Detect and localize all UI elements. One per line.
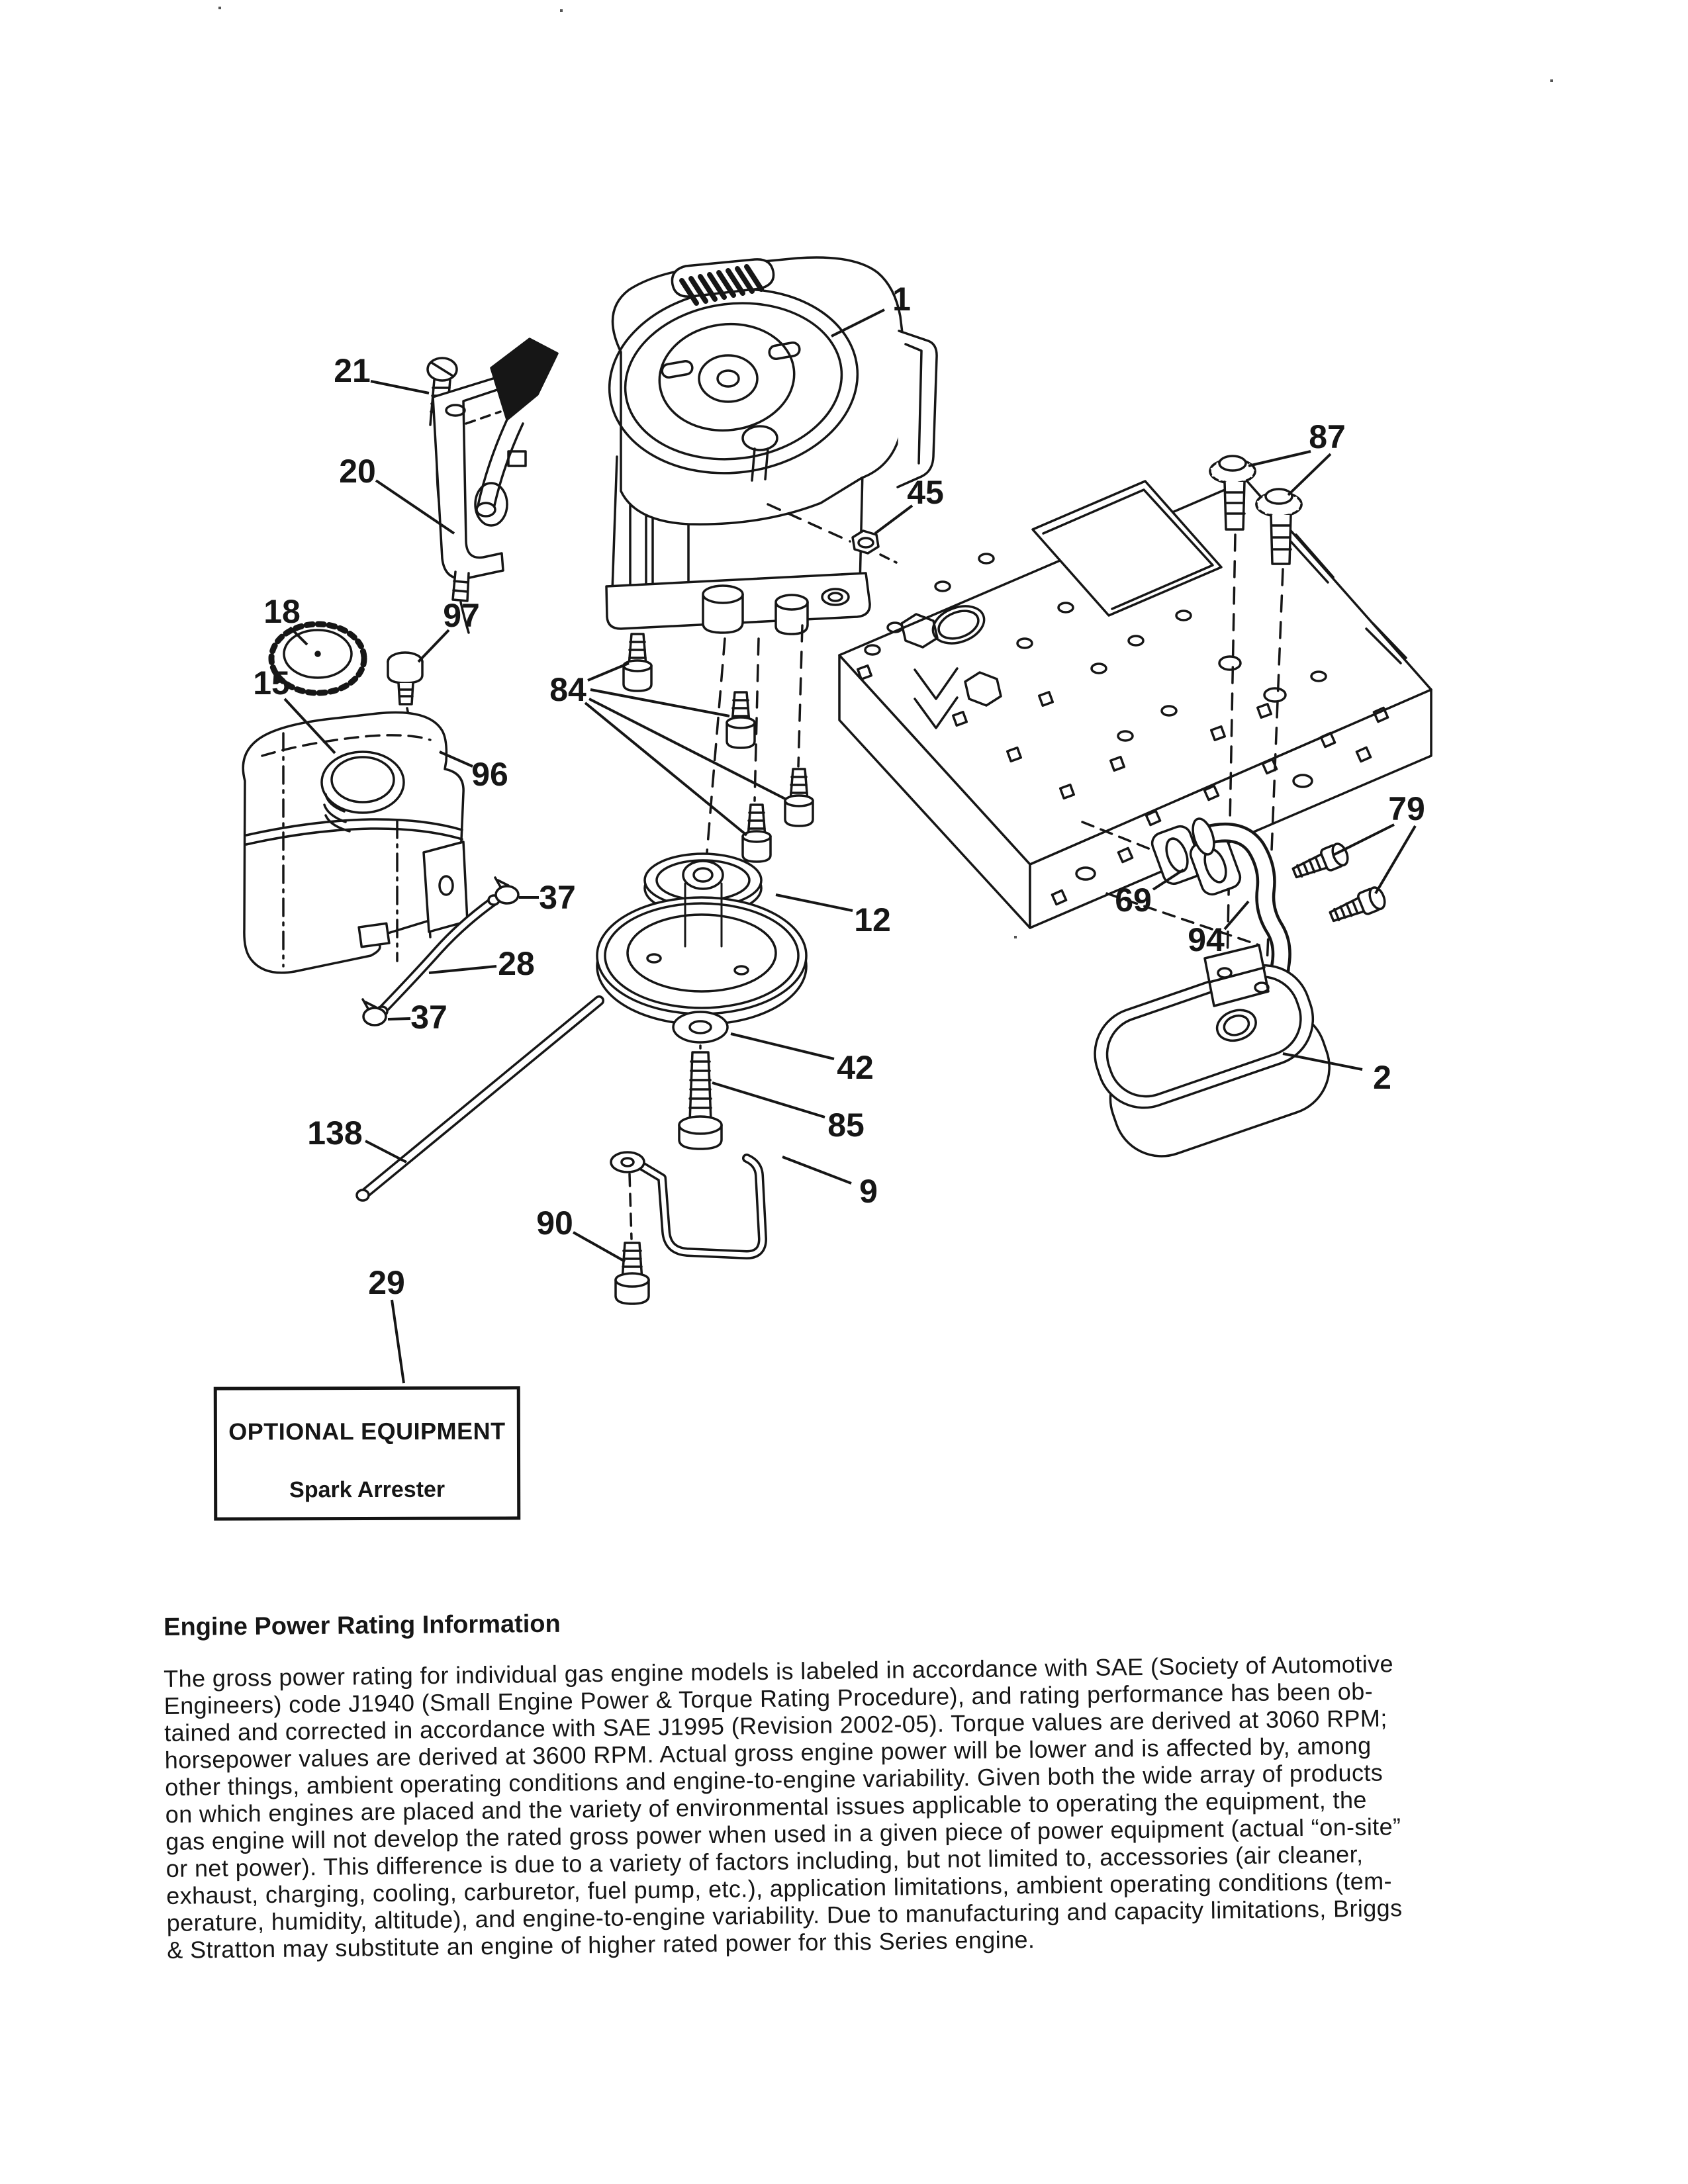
callout-29	[368, 1264, 405, 1383]
callout-number-45: 45	[907, 474, 944, 511]
screws-84-illustration	[624, 634, 813, 862]
power-rating-paragraph: The gross power rating for individual gas engine models is labeled in accordance with SAE (Society of Automotive Engineers) code J1940 (Small Engine Power & Torque Rating Procedure), and rating performance has been ob- tained and corrected in accordance with SAE J1995 (Revision 2002-05). Torque values are derived at 3060 RPM; horsepower values are derived at 3600 RPM. Actual gross engine power will be lower and is affected by, among other things, ambient operating conditions and engine-to-engine variability. Given both the wide array of products on which engines are placed and the variety of environmental issues applicable to operating the equipment, the gas engine will not develop the rated gross power when used in a given piece of power equipment (actual “on-site” or net power). This difference is due to a variety of factors including, but not limited to, accessories (air cleaner, exhaust, charging, cooling, carburetor, fuel pump, etc.), application limitations, ambient operating conditions (tem- perature, humidity, altitude), and engine-to-engine variability. Due to manufacturing and capacity limitations, Briggs & Stratton may substitute an engine of higher rated power for this Series engine.	[164, 1650, 1403, 1964]
fuel-tank-illustration	[243, 712, 467, 972]
optional-equipment-title: OPTIONAL EQUIPMENT	[228, 1417, 506, 1445]
optional-equipment-box	[214, 1386, 521, 1520]
callout-number-15: 15	[253, 664, 290, 702]
power-rating-heading: Engine Power Rating Information	[164, 1610, 561, 1641]
callout-number-2: 2	[1373, 1059, 1391, 1096]
callout-138	[307, 1115, 406, 1162]
callout-number-21: 21	[334, 352, 371, 389]
callout-21	[334, 352, 429, 393]
callout-number-37: 37	[539, 879, 576, 916]
callout-number-85: 85	[827, 1107, 865, 1144]
callout-number-69: 69	[1115, 882, 1152, 919]
callout-number-18: 18	[263, 593, 301, 630]
bolt-90-illustration	[616, 1243, 649, 1304]
callout-87	[1248, 418, 1346, 495]
callout-90	[536, 1205, 625, 1261]
callout-number-94: 94	[1188, 921, 1225, 958]
callout-number-87: 87	[1309, 418, 1346, 455]
callout-37	[388, 999, 447, 1036]
nut-45-illustration	[853, 531, 878, 553]
wire-form-9-illustration	[611, 1152, 763, 1255]
callout-number-12: 12	[854, 901, 891, 938]
callout-number-42: 42	[837, 1049, 874, 1086]
pulley-illustration	[597, 854, 806, 1024]
clamp-37a-illustration	[495, 878, 518, 903]
callout-28	[429, 945, 535, 982]
bolts-79-illustration	[1291, 842, 1388, 927]
callout-number-138: 138	[307, 1115, 363, 1152]
callout-37	[519, 879, 576, 916]
callout-number-79: 79	[1388, 790, 1425, 827]
screw-97-illustration	[388, 653, 422, 704]
spark-arrester-label: Spark Arrester	[289, 1477, 445, 1503]
callout-number-37: 37	[410, 999, 447, 1036]
callout-42	[731, 1034, 874, 1086]
washer-42-illustration	[673, 1012, 727, 1042]
callout-9	[782, 1157, 878, 1210]
engine-illustration	[599, 257, 937, 634]
callout-number-1: 1	[892, 281, 911, 318]
callout-85	[712, 1083, 865, 1144]
callout-45	[875, 474, 944, 533]
callout-number-97: 97	[443, 597, 480, 634]
callout-number-96: 96	[471, 756, 508, 793]
callout-number-29: 29	[368, 1264, 405, 1301]
callout-97	[418, 597, 480, 662]
tube-138-illustration	[357, 1001, 599, 1201]
callout-number-90: 90	[536, 1205, 573, 1242]
callout-79	[1333, 790, 1425, 893]
callout-number-9: 9	[859, 1173, 878, 1210]
bolt-85-illustration	[679, 1052, 722, 1149]
callout-number-28: 28	[498, 945, 535, 982]
callout-number-20: 20	[339, 453, 376, 490]
callout-number-84: 84	[549, 671, 586, 708]
throttle-control-illustration	[428, 339, 557, 633]
